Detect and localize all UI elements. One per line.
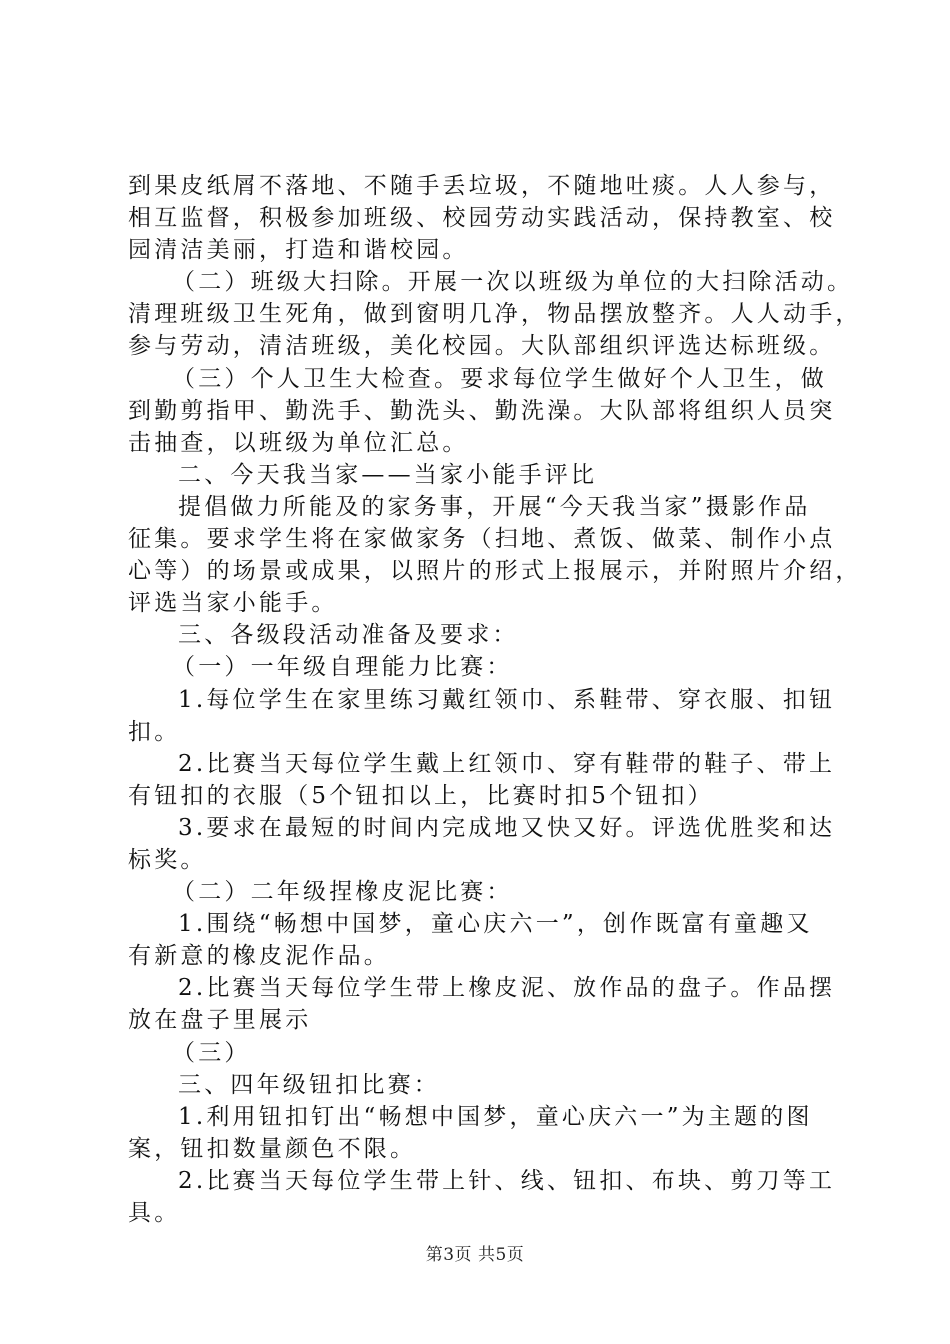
text-line: 有钮扣的衣服（5个钮扣以上，比赛时扣5个钮扣） <box>128 782 714 809</box>
page-number-footer: 第3页 共5页 <box>425 1245 525 1265</box>
text-line: 二、今天我当家——当家小能手评比 <box>178 461 598 488</box>
text-line: 参与劳动，清洁班级，美化校园。大队部组织评选达标班级。 <box>128 333 836 360</box>
text-line: 具。 <box>128 1200 181 1226</box>
text-line: 三、四年级钮扣比赛： <box>178 1071 440 1098</box>
text-line: （一）一年级自理能力比赛： <box>172 654 513 681</box>
text-line: 到果皮纸屑不落地、不随手丢垃圾，不随地吐痰。人人参与， <box>128 173 836 199</box>
text-line: 提倡做力所能及的家务事，开展“今天我当家”摄影作品 <box>178 493 811 520</box>
text-line: 清理班级卫生死角，做到窗明几净，物品摆放整齐。人人动手， <box>128 301 862 328</box>
text-line: 扣。 <box>128 718 181 745</box>
text-line: 1.利用钮扣钉出“畅想中国梦，童心庆六一”为主题的图 <box>178 1103 813 1130</box>
text-line: 心等）的场景或成果，以照片的形式上报展示，并附照片介绍， <box>128 558 862 585</box>
text-line: 三、各级段活动准备及要求： <box>178 622 519 649</box>
text-line: 击抽查，以班级为单位汇总。 <box>128 429 469 456</box>
text-line: 放在盘子里展示 <box>128 1007 312 1034</box>
text-line: （三）个人卫生大检查。要求每位学生做好个人卫生，做 <box>172 365 827 392</box>
text-line: 2.比赛当天每位学生带上橡皮泥、放作品的盘子。作品摆 <box>178 975 836 1002</box>
text-line: 3.要求在最短的时间内完成地又快又好。评选优胜奖和达 <box>178 814 836 841</box>
text-line: 2.比赛当天每位学生戴上红领巾、穿有鞋带的鞋子、带上 <box>178 750 836 777</box>
text-line: 1.围绕“畅想中国梦，童心庆六一”，创作既富有童趣又 <box>178 911 813 938</box>
text-line: 到勤剪指甲、勤洗手、勤洗头、勤洗澡。大队部将组织人员突 <box>128 397 836 424</box>
text-line: 标奖。 <box>128 846 207 873</box>
text-line: 评选当家小能手。 <box>128 590 338 617</box>
text-line: 相互监督，积极参加班级、校园劳动实践活动，保持教室、校 <box>128 205 836 232</box>
text-line: 1.每位学生在家里练习戴红领巾、系鞋带、穿衣服、扣钮 <box>178 686 836 713</box>
text-line: 园清洁美丽，打造和谐校园。 <box>128 237 469 264</box>
text-line: 2.比赛当天每位学生带上针、线、钮扣、布块、剪刀等工 <box>178 1167 836 1194</box>
document-body <box>128 170 862 1229</box>
text-line: 案，钮扣数量颜色不限。 <box>128 1135 417 1162</box>
text-line: （二）班级大扫除。开展一次以班级为单位的大扫除活动。 <box>172 269 854 296</box>
text-line: 有新意的橡皮泥作品。 <box>128 943 390 970</box>
text-line: （三） <box>172 1039 251 1066</box>
text-line: （二）二年级捏橡皮泥比赛： <box>172 879 513 906</box>
text-line: 征集。要求学生将在家做家务（扫地、煮饭、做菜、制作小点 <box>128 526 836 553</box>
